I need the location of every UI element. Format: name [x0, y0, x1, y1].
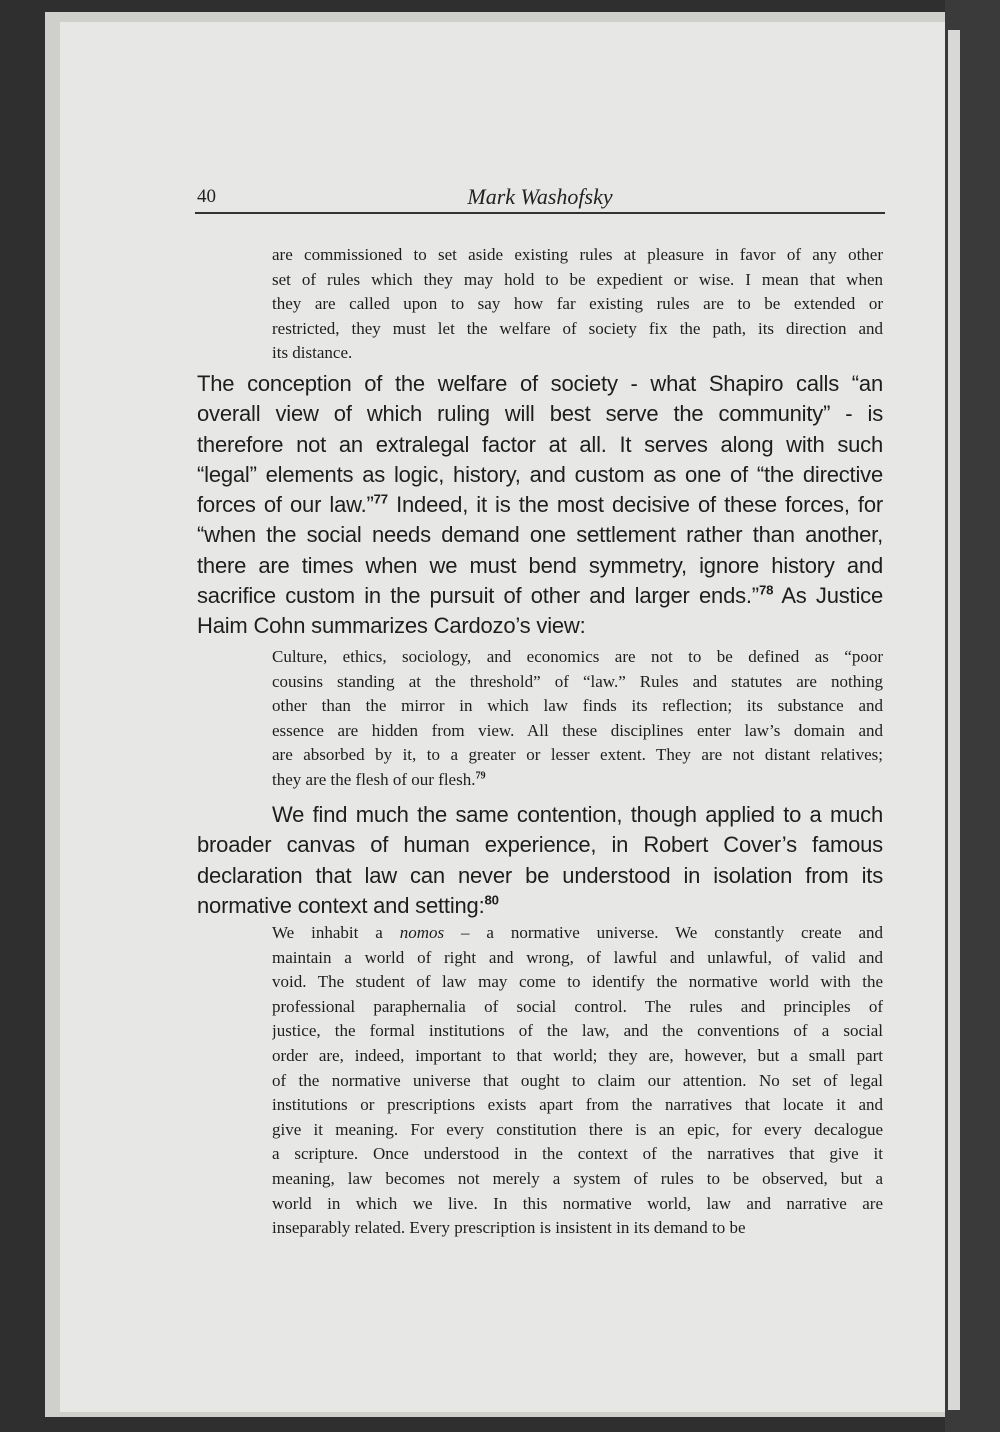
text-line — [197, 830, 883, 860]
text-run: a scripture. Once understood in the context of the narratives that give it — [272, 1144, 883, 1164]
text-line — [197, 399, 883, 429]
text-line — [197, 581, 883, 611]
text-line — [272, 921, 883, 946]
text-line — [272, 1118, 883, 1143]
text-line — [197, 861, 883, 891]
paragraph-cover — [197, 800, 883, 921]
text-run: sacrifice custom in the pursuit of other and larger ends.” — [197, 583, 759, 609]
text-run: meaning, law becomes not merely a system of rules to be observed, but a — [272, 1168, 883, 1188]
text-run: We find much the same contention, though applied to a much — [272, 802, 883, 827]
text-run: its distance. — [272, 343, 353, 363]
header-rule — [195, 212, 885, 214]
text-run: The conception of the welfare of society - what Shapiro calls “an — [197, 371, 883, 396]
text-run: inseparably related. Every prescription is insistent in its demand to be — [272, 1218, 746, 1238]
paragraph-welfare — [197, 369, 883, 642]
text-run: they are called upon to say how far existing rules are to be extended or — [272, 294, 883, 314]
text-run: overall view of which ruling will best serve the community” - is — [197, 401, 883, 427]
text-run: As Justice — [773, 583, 883, 609]
text-line — [272, 317, 883, 342]
text-line — [272, 1167, 883, 1192]
text-run: therefore not an extralegal factor at all. It serves along with such — [197, 431, 883, 457]
text-line — [272, 995, 883, 1020]
text-run: cousins standing at the threshold” of “law.” Rules and statutes are nothing — [272, 671, 883, 691]
text-line — [272, 694, 883, 719]
text-run: Culture, ethics, sociology, and economics are not to be defined as “poor — [272, 647, 883, 666]
text-run: are absorbed by it, to a greater or lesser extent. They are not distant relatives; — [272, 745, 883, 765]
text-run: normative context and setting: — [197, 892, 485, 918]
block-quote-cardozo — [272, 243, 883, 366]
text-run: Haim Cohn summarizes Cardozo’s view: — [197, 613, 586, 639]
text-line — [272, 268, 883, 293]
text-line — [272, 341, 883, 366]
footnote-marker: 80 — [484, 892, 499, 908]
text-run: maintain a world of right and wrong, of lawful and unlawful, of valid and — [272, 947, 883, 967]
page-number: 40 — [197, 186, 216, 207]
text-line — [272, 1069, 883, 1094]
text-run: void. The student of law may come to identify the normative world with the — [272, 972, 883, 992]
text-line — [197, 520, 883, 550]
footnote-marker: 77 — [373, 491, 388, 507]
text-run: justice, the formal institutions of the law, and the conventions of a social — [272, 1021, 883, 1041]
text-line — [272, 292, 883, 317]
text-run: world in which we live. In this normative world, law and narrative are — [272, 1193, 883, 1213]
text-run: essence are hidden from view. All these disciplines enter law’s domain and — [272, 720, 883, 740]
text-line — [272, 743, 883, 768]
text-line — [197, 490, 883, 520]
text-line — [272, 1093, 883, 1118]
text-line — [272, 946, 883, 971]
text-line — [272, 1192, 883, 1217]
text-run: declaration that law can never be understood in isolation from its — [197, 862, 883, 888]
facing-page-edge — [948, 30, 960, 1410]
text-line — [272, 970, 883, 995]
text-run: other than the mirror in which law finds its reflection; its substance and — [272, 696, 883, 716]
footnote-marker: 79 — [475, 770, 486, 782]
text-line — [197, 800, 883, 830]
text-run: “legal” elements as logic, history, and custom as one of “the directive — [197, 461, 883, 487]
text-run: there are times when we must bend symmetry, ignore history and — [197, 552, 883, 578]
text-run: institutions or prescriptions exists apart from the narratives that locate it and — [272, 1095, 883, 1115]
text-line — [197, 369, 883, 399]
block-quote-cohn — [272, 645, 883, 793]
running-title: Mark Washofsky — [467, 184, 613, 209]
text-line — [272, 1142, 883, 1167]
text-run: set of rules which they may hold to be expedient or wise. I mean that when — [272, 269, 883, 289]
italic-term: nomos — [399, 923, 445, 942]
text-line — [197, 460, 883, 490]
text-line — [272, 243, 883, 268]
text-line — [272, 670, 883, 695]
text-line — [272, 1216, 883, 1241]
text-run: restricted, they must let the welfare of society fix the path, its direction and — [272, 318, 883, 338]
text-run: of the normative universe that ought to claim our attention. No set of legal — [272, 1070, 883, 1090]
text-line — [272, 768, 883, 793]
text-run: Indeed, it is the most decisive of these forces, for — [387, 492, 883, 518]
block-quote-cover — [272, 921, 883, 1241]
text-line — [197, 430, 883, 460]
text-run: We inhabit a — [272, 923, 400, 942]
text-run: forces of our law.” — [197, 492, 374, 518]
text-run: “when the social needs demand one settlement rather than another, — [197, 522, 883, 548]
text-line — [272, 645, 883, 670]
footnote-marker: 78 — [758, 582, 774, 598]
text-run: professional paraphernalia of social control. The rules and principles of — [272, 996, 883, 1016]
text-line — [272, 1044, 883, 1069]
text-run: give it meaning. For every constitution there is an epic, for every decalogue — [272, 1119, 883, 1139]
text-run: are commissioned to set aside existing rules at pleasure in favor of any other — [272, 245, 883, 264]
text-run: broader canvas of human experience, in Robert Cover’s famous — [197, 832, 883, 858]
text-line — [272, 1019, 883, 1044]
text-line — [272, 719, 883, 744]
text-line — [197, 891, 883, 921]
text-line — [197, 551, 883, 581]
text-run: – a normative universe. We constantly create and — [444, 923, 883, 942]
text-line — [197, 611, 883, 641]
text-run: order are, indeed, important to that world; they are, however, but a small part — [272, 1045, 883, 1065]
text-run: they are the flesh of our flesh. — [272, 769, 476, 789]
